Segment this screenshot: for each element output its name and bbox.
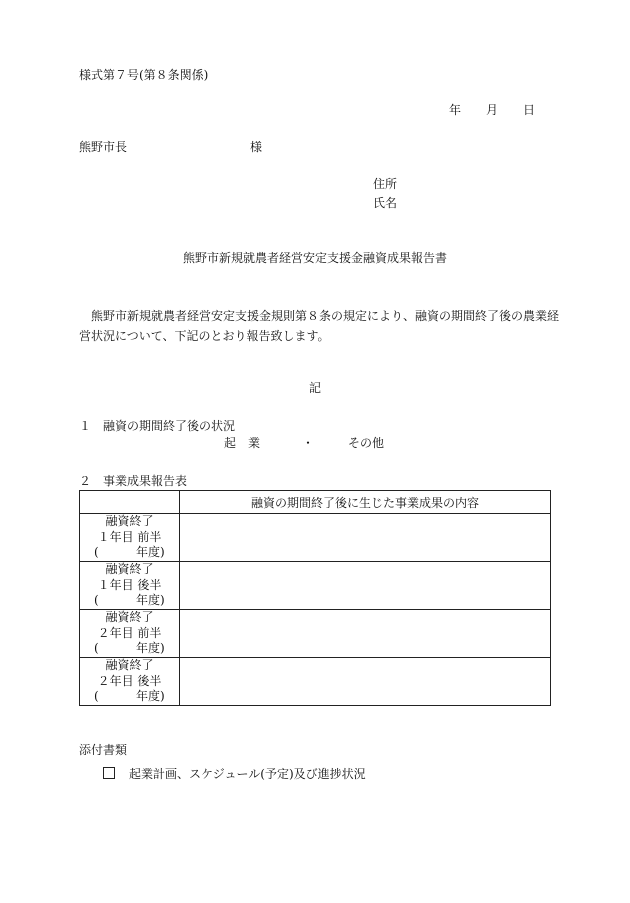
period-line2: １年目 後半 [97,577,162,592]
period-line2: １年目 前半 [97,529,162,544]
period-cell [80,658,180,706]
table-header-blank [80,491,180,514]
period-line1: 融資終了 [105,562,154,577]
paren-open: ( [94,689,99,704]
content-cell[interactable] [180,658,551,706]
name-label: 氏名 [373,196,398,210]
paren-close: 年度) [136,641,165,656]
date-year-label: 年 [449,103,462,117]
body-paragraph: 熊野市新規就農者経営安定支援金規則第８条の規定により、融資の期間終了後の農業経営状況について、下記のとおり報告致します。 [79,309,560,343]
table-row [80,658,551,706]
table-row [80,514,551,562]
paren-close: 年度) [136,593,165,608]
period-fiscal-year [80,545,179,561]
period-cell [80,610,180,658]
attachment-item-label: 起業計画、スケジュール(予定)及び進捗状況 [129,767,366,781]
paren-open: ( [94,545,99,560]
paren-close: 年度) [136,689,165,704]
table-column-header: 融資の期間終了後に生じた事業成果の内容 [180,491,551,514]
table-header-row [80,491,551,514]
period-line2: ２年目 前半 [97,625,162,640]
period-line1: 融資終了 [105,610,154,625]
ki-heading: 記 [308,381,321,395]
addressee-honorific: 様 [250,140,263,154]
attachments-label: 添付書類 [79,743,128,757]
option-kigyo: 起 業 [224,436,261,450]
attachment-checkbox[interactable] [103,767,115,779]
paren-open: ( [94,641,99,656]
content-cell[interactable] [180,562,551,610]
table-row [80,610,551,658]
content-cell[interactable] [180,610,551,658]
option-sonota: その他 [348,436,385,450]
paren-close: 年度) [136,545,165,560]
document-title: 熊野市新規就農者経営安定支援金融資成果報告書 [182,251,447,265]
date-month-label: 月 [486,103,499,117]
option-separator: ・ [302,436,315,450]
period-line2: ２年目 後半 [97,673,162,688]
addressee-name: 熊野市長 [79,140,128,154]
attachment-item [103,767,366,780]
form-number: 様式第７号(第８条関係) [79,68,209,82]
date-line [449,104,535,116]
report-table [79,490,551,706]
section1-heading: １ 融資の期間終了後の状況 [79,419,236,433]
period-cell [80,514,180,562]
date-day-label: 日 [523,103,536,117]
address-label: 住所 [373,177,398,191]
period-fiscal-year [80,593,179,609]
period-fiscal-year [80,641,179,657]
section1-options [224,437,384,449]
paren-open: ( [94,593,99,608]
period-line1: 融資終了 [105,514,154,529]
period-fiscal-year [80,689,179,705]
period-line1: 融資終了 [105,658,154,673]
period-cell [80,562,180,610]
content-cell[interactable] [180,514,551,562]
table-row [80,562,551,610]
section2-heading: ２ 事業成果報告表 [79,474,188,488]
